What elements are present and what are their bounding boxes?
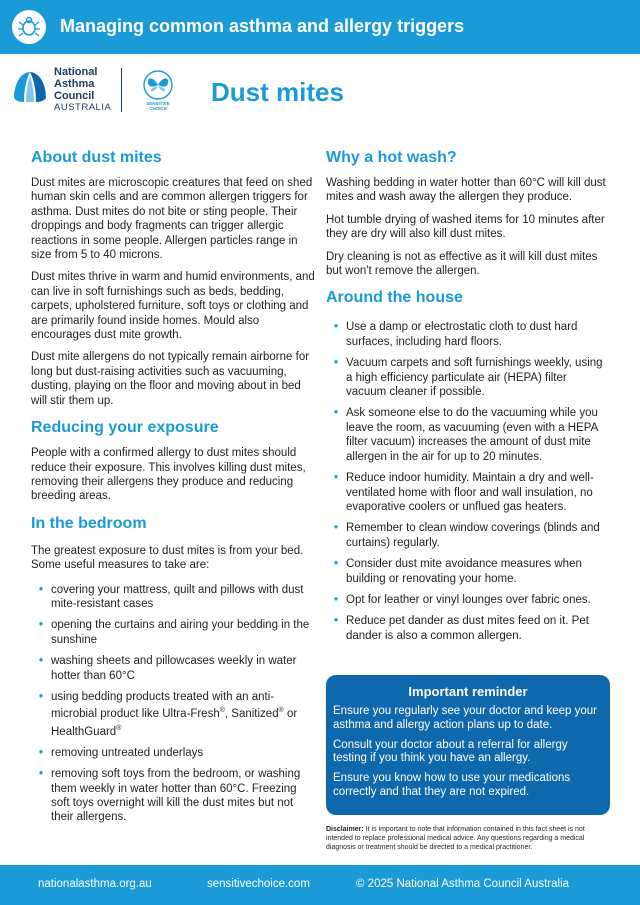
hot-wash-paragraph-3: Dry cleaning is not as effective as it will kill dust mites but won't remove the allergen. <box>326 250 598 278</box>
footer-copyright: © 2025 National Asthma Council Australia <box>356 878 570 890</box>
dust-mite-icon <box>12 10 46 44</box>
reducing-paragraph: People with a confirmed allergy to dust mites should reduce their exposure. This involves killing dust mites, removing their allergens they produce and reducing breeding areas. <box>31 447 306 503</box>
disclaimer-label: Disclaimer: <box>326 826 364 833</box>
footer-bar <box>0 865 640 905</box>
around-house-list <box>326 320 610 643</box>
bedroom-list-item: • removing untreated underlays <box>31 746 315 760</box>
sc-line-2: CHOICE <box>149 106 167 111</box>
hot-wash-heading: Why a hot wash? <box>326 149 457 166</box>
hot-wash-paragraph-2: Hot tumble drying of washed items for 10 minutes after they are dry will also kill dust mites. <box>326 213 605 241</box>
sensitive-choice-wordmark <box>138 101 178 111</box>
banner-title: Managing common asthma and allergy triggers <box>60 16 465 36</box>
reminder-paragraph-3: Ensure you know how to use your medications correctly and that they are not expired. <box>333 772 571 798</box>
reminder-title: Important reminder <box>408 684 528 699</box>
sc-line-1: SENSITIVE <box>146 101 170 106</box>
bedroom-list-item: • washing sheets and pillowcases weekly in water hotter than 60°C <box>31 654 315 683</box>
house-list-item: • Remember to clean window coverings (blinds and curtains) regularly. <box>326 521 610 550</box>
footer-link-sensitivechoice[interactable]: sensitivechoice.com <box>207 878 310 890</box>
house-list-item: • Vacuum carpets and soft furnishings weekly, using a high efficiency particulate air (HEPA) filter vacuum cleaner if possible. <box>326 356 610 399</box>
nac-line-2: Asthma <box>54 78 95 90</box>
bedroom-list-item: • using bedding products treated with an anti-microbial product like Ultra-Fresh®, Sanitized® or HealthGuard® <box>31 690 315 739</box>
national-asthma-council-logo <box>12 68 48 106</box>
hot-wash-paragraph-1: Washing bedding in water hotter than 60°C will kill dust mites and wash away the allergen they produce. <box>326 177 606 204</box>
disclaimer <box>326 825 610 852</box>
footer-link-nationalasthma[interactable]: nationalasthma.org.au <box>38 878 152 890</box>
bedroom-list-item: • opening the curtains and airing your bedding in the sunshine <box>31 618 315 647</box>
reducing-heading: Reducing your exposure <box>31 419 219 437</box>
about-heading: About dust mites <box>31 149 162 166</box>
left-column <box>31 148 315 832</box>
house-list-item: • Opt for leather or vinyl lounges over fabric ones. <box>326 593 610 607</box>
reminder-paragraph-1: Ensure you regularly see your doctor and keep your asthma and allergy action plans up to date. <box>333 705 598 731</box>
house-list-item: • Use a damp or electrostatic cloth to dust hard surfaces, including hard floors. <box>326 320 610 349</box>
house-list-item: • Ask someone else to do the vacuuming while you leave the room, as vacuuming (even with a HEPA filter vacuum) increases the amount of dust mite allergen in the air for up to 20 minutes. <box>326 406 610 464</box>
disclaimer-text: It is important to note that information contained in this fact sheet is not intended to replace professional medical advice. Any questions regarding a medical diagnosis or treatment should be directed to a medical practitioner. <box>326 826 585 851</box>
nac-line-3: Council <box>54 90 95 102</box>
right-column <box>326 148 610 650</box>
house-list-item: • Consider dust mite avoidance measures when building or renovating your home. <box>326 557 610 586</box>
house-list-item: • Reduce pet dander as dust mites feed on it. Pet dander is also a common allergen. <box>326 614 610 643</box>
bedroom-list-item: • covering your mattress, quilt and pillows with dust mite-resistant cases <box>31 583 315 612</box>
reminder-paragraph-2: Consult your doctor about a referral for allergy testing if you think you have an allergy. <box>333 738 568 765</box>
header-divider <box>121 68 122 112</box>
nac-line-4: AUSTRALIA <box>54 102 112 113</box>
about-paragraph-1: Dust mites are microscopic creatures that feed on shed human skin cells and are common allergen triggers for asthma. Dust mites do not bite or sting people. Their droppings and body fragments can trigger allergic reactions in some people. Allergen particles range in size from 5 to 40 microns. <box>31 177 313 262</box>
top-banner <box>0 0 640 54</box>
around-house-heading: Around the house <box>326 289 463 307</box>
page-title: Dust mites <box>211 77 344 107</box>
bedroom-list <box>31 583 315 825</box>
about-paragraph-2: Dust mites thrive in warm and humid environments, and can live in soft furnishings such as beds, bedding, carpets, upholstered furniture, soft toys or clothing and are primarily found inside homes. Mould also encourages dust mite growth. <box>31 271 315 342</box>
important-reminder-box <box>326 675 610 815</box>
bedroom-intro: The greatest exposure to dust mites is from your bed. Some useful measures to take are: <box>31 544 304 572</box>
nac-line-1: National <box>54 66 98 78</box>
about-paragraph-3: Dust mite allergens do not typically remain airborne for long but dust-raising activities such as vacuuming, dusting, playing on the floor and moving about in bed will stir them up. <box>31 351 310 407</box>
nac-wordmark <box>54 66 111 114</box>
bedroom-heading: In the bedroom <box>31 514 147 532</box>
house-list-item: • Reduce indoor humidity. Maintain a dry and well-ventilated home with floor and wall insulation, no evaporative coolers or unflued gas heaters. <box>326 471 610 514</box>
bedroom-list-item: • removing soft toys from the bedroom, or washing them weekly in water hotter than 60°C. Freezing soft toys overnight will kill the dust mites but not their allergens. <box>31 767 315 825</box>
